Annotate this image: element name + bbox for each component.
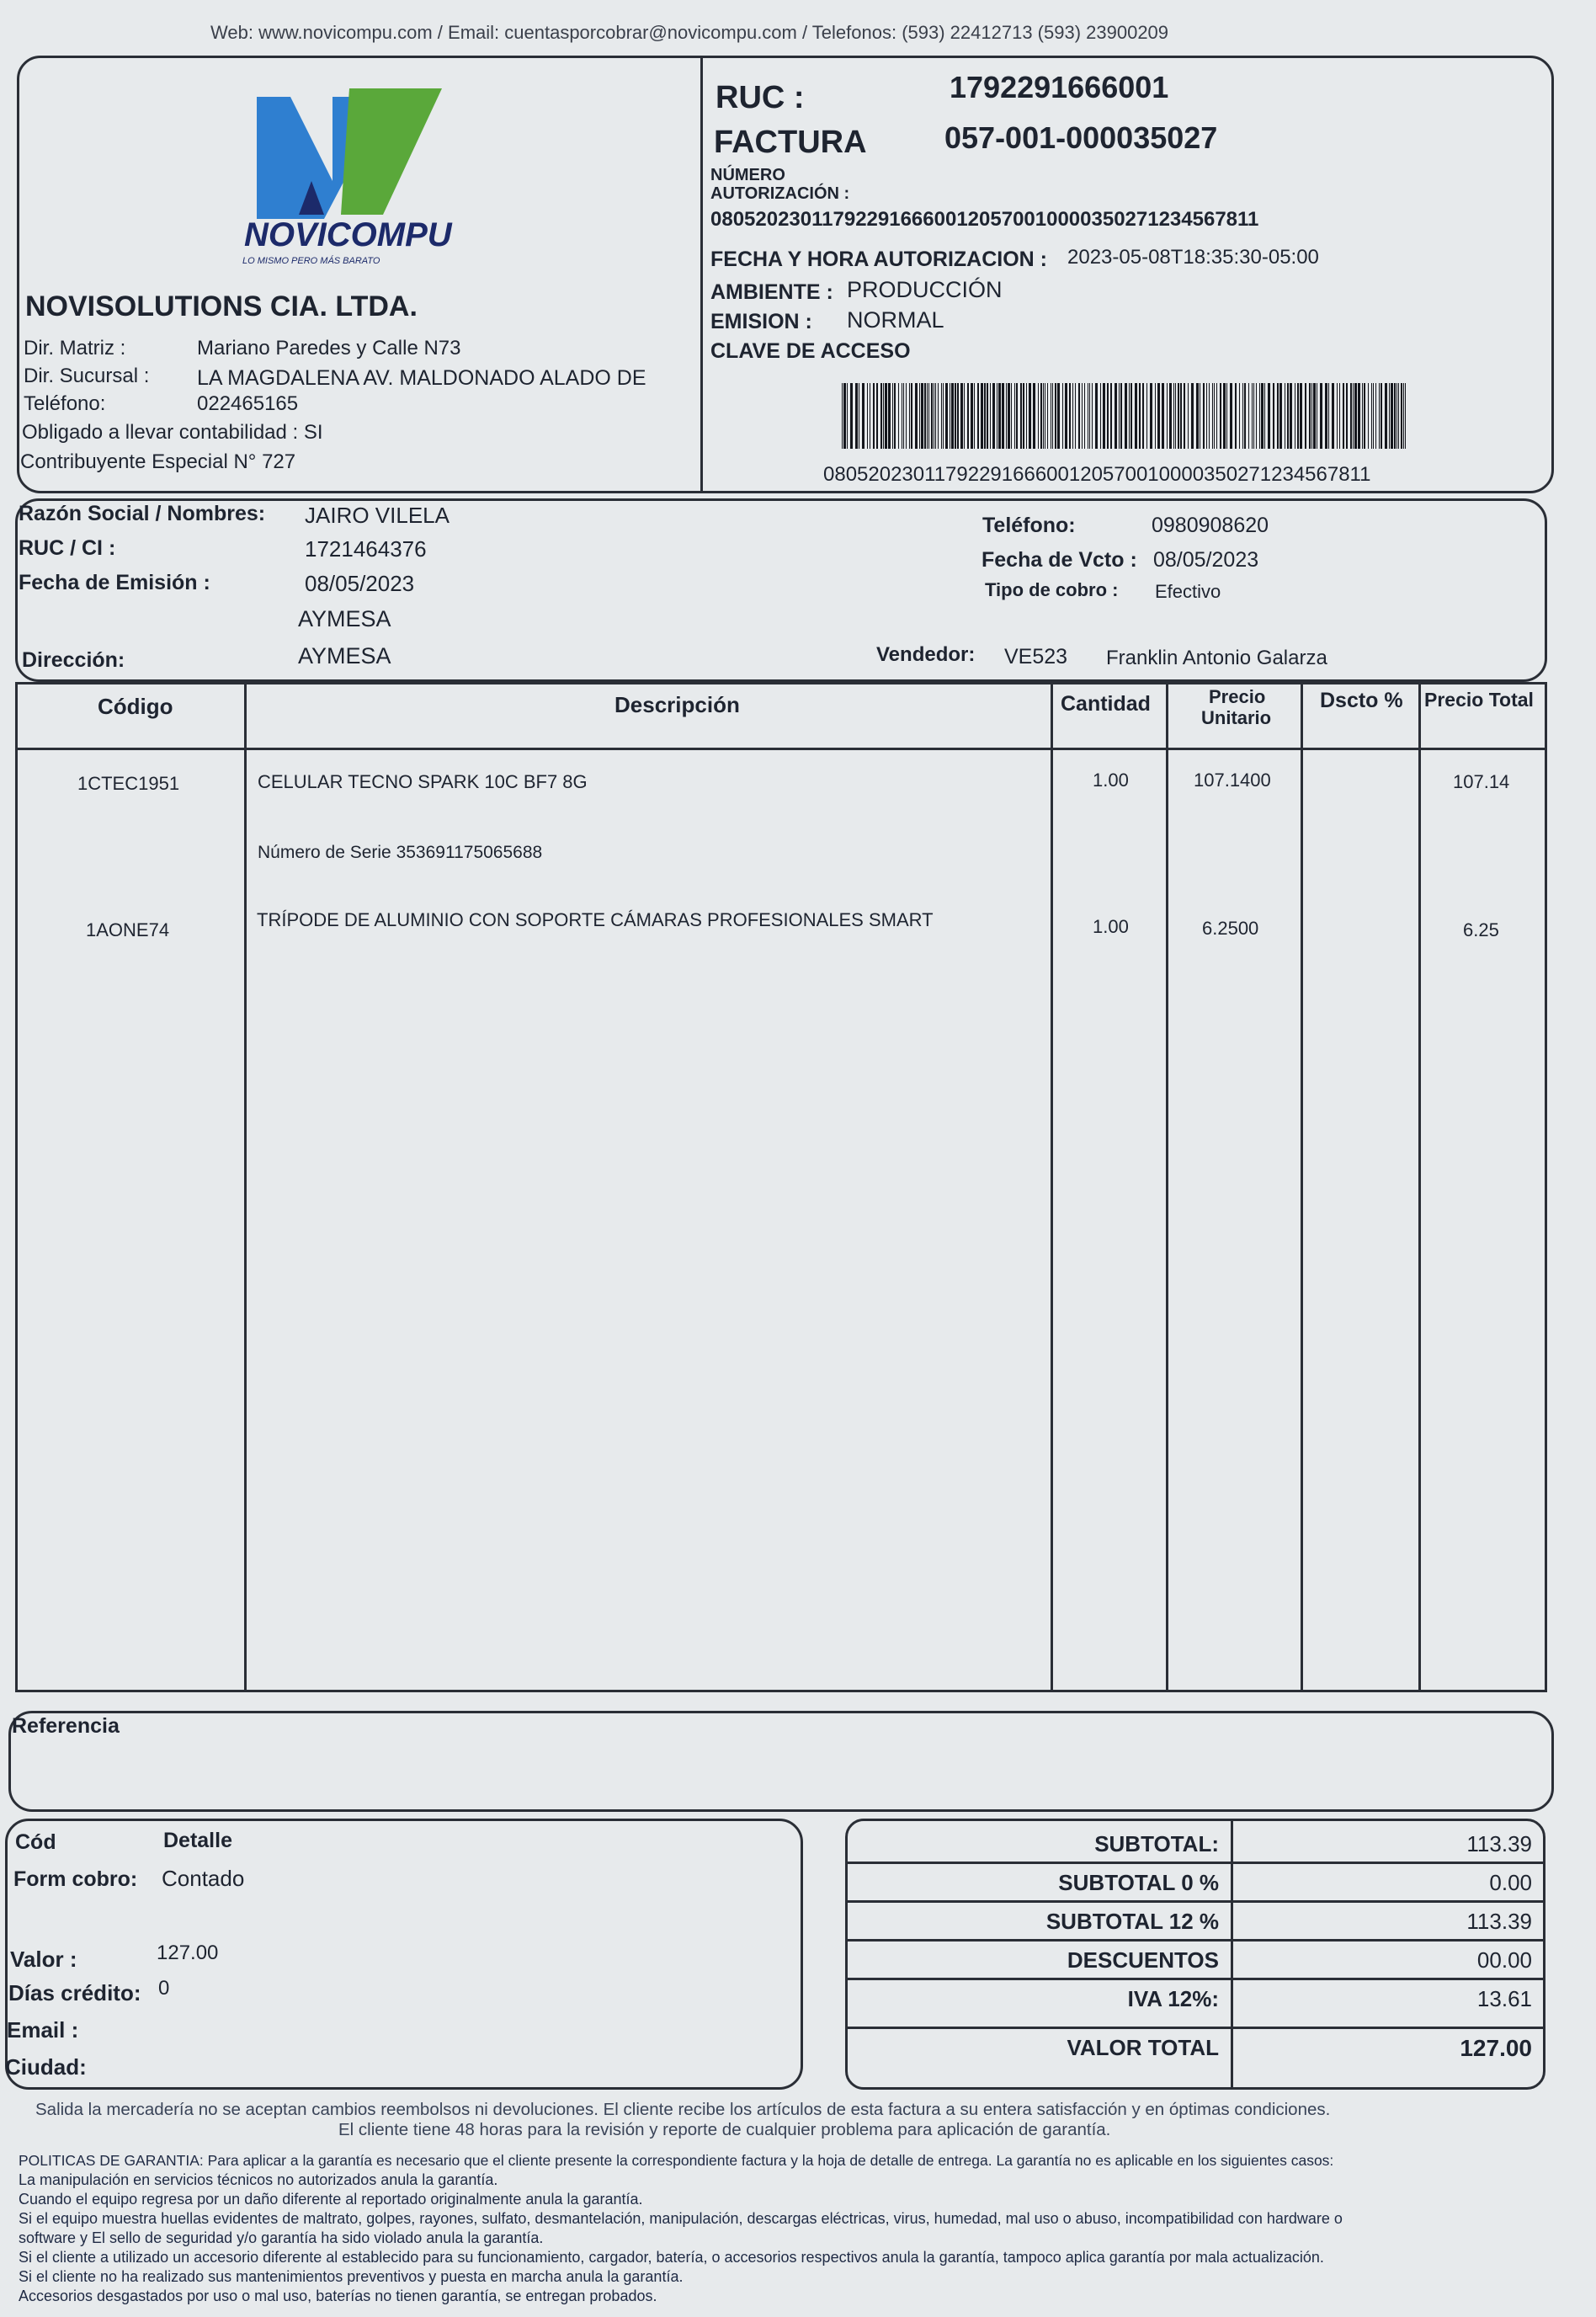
- referencia-box: [8, 1711, 1554, 1812]
- vendedor-name: Franklin Antonio Galarza: [1106, 647, 1327, 669]
- client-ruc: 1721464376: [305, 536, 427, 562]
- form-cobro-label: Form cobro:: [13, 1867, 138, 1891]
- totals-label: SUBTOTAL 12 %: [1045, 1909, 1219, 1934]
- totals-row-line: [847, 1900, 1544, 1903]
- web-header: Web: www.novicompu.com / Email: cuentasporcobrar@novicompu.com / Telefonos: (593) 22412713 (593) 23900209: [210, 22, 1169, 43]
- clave-number: 0805202301179229166600120570010000350271234567811: [823, 463, 1371, 486]
- row1-total: 107.14: [1453, 771, 1510, 792]
- razon-label: Razón Social / Nombres:: [19, 502, 266, 525]
- totals-value: 113.39: [1466, 1909, 1532, 1934]
- access-key-barcode: [842, 383, 1407, 449]
- client-phone-label: Teléfono:: [982, 514, 1076, 537]
- totals-row-line: [847, 1939, 1544, 1941]
- vcto-label: Fecha de Vcto :: [982, 548, 1137, 572]
- row1-cantidad: 1.00: [1093, 770, 1129, 791]
- cod-label: Cód: [15, 1830, 56, 1854]
- autorizacion-label: AUTORIZACIÓN :: [710, 184, 850, 203]
- direccion-value: AYMESA: [298, 643, 391, 668]
- payment-box: [5, 1819, 803, 2090]
- col-line-3: [1166, 684, 1168, 1691]
- th-dscto: Dscto %: [1320, 689, 1403, 712]
- col-line-1: [244, 684, 247, 1691]
- razon-value: JAIRO VILELA: [305, 503, 450, 528]
- emision-fecha: 08/05/2023: [305, 571, 415, 596]
- valor-label: Valor :: [10, 1947, 77, 1972]
- ciudad-label: Ciudad:: [5, 2054, 87, 2080]
- vendedor-code: VE523: [1004, 645, 1068, 668]
- sucursal-label: Dir. Sucursal :: [24, 365, 150, 387]
- emision-label: EMISION :: [710, 310, 812, 333]
- totals-divider: [1231, 1820, 1233, 2088]
- company-logo: [240, 88, 450, 269]
- contabilidad: Obligado a llevar contabilidad : SI: [22, 421, 323, 444]
- ruc-label: RUC :: [716, 80, 805, 115]
- totals-row-line: [847, 1978, 1544, 1980]
- policy-line: software y El sello de seguridad y/o garantía ha sido violado anula la garantía.: [19, 2229, 544, 2246]
- row3-cantidad: 1.00: [1093, 916, 1129, 937]
- th-precio: Precio: [1209, 686, 1266, 707]
- row1-precio: 107.1400: [1194, 770, 1271, 791]
- detalle-label: Detalle: [163, 1829, 232, 1852]
- sucursal-value: LA MAGDALENA AV. MALDONADO ALADO DE: [197, 366, 646, 390]
- factura-number: 057-001-000035027: [944, 120, 1218, 155]
- th-descripcion: Descripción: [614, 692, 740, 717]
- col-line-5: [1418, 684, 1421, 1691]
- referencia-label: Referencia: [12, 1714, 120, 1738]
- totals-value: 0.00: [1489, 1870, 1532, 1895]
- fecha-autorizacion-label: FECHA Y HORA AUTORIZACION :: [710, 248, 1048, 271]
- matriz-label: Dir. Matriz :: [24, 337, 126, 360]
- footer-line2: El cliente tiene 48 horas para la revisión y reporte de cualquier problema para aplicación de garantía.: [338, 2120, 1111, 2139]
- policy-line: La manipulación en servicios técnicos no autorizados anula la garantía.: [19, 2171, 498, 2188]
- company-divider: [700, 57, 703, 492]
- logo-tagline: LO MISMO PERO MÁS BARATO: [242, 256, 380, 266]
- matriz-value: Mariano Paredes y Calle N73: [197, 337, 461, 360]
- totals-label: SUBTOTAL:: [1094, 1831, 1219, 1856]
- clave-label: CLAVE DE ACCESO: [710, 339, 911, 363]
- totals-value: 113.39: [1466, 1831, 1532, 1856]
- cobro-value: Efectivo: [1155, 581, 1221, 602]
- col-line-2: [1051, 684, 1053, 1691]
- contribuyente: Contribuyente Especial N° 727: [20, 450, 296, 473]
- row3-descripcion: TRÍPODE DE ALUMINIO CON SOPORTE CÁMARAS PROFESIONALES SMART: [257, 909, 934, 930]
- vcto-value: 08/05/2023: [1153, 548, 1259, 572]
- policy-line: Cuando el equipo regresa por un daño diferente al reportado originalmente anula la garantía.: [19, 2191, 643, 2208]
- emision-fecha-label: Fecha de Emisión :: [19, 571, 210, 594]
- logo-brand: NOVICOMPU: [244, 216, 452, 253]
- row1-codigo: 1CTEC1951: [77, 773, 180, 794]
- row3-total: 6.25: [1463, 919, 1499, 940]
- totals-row-line: [847, 1862, 1544, 1864]
- row2-descripcion: Número de Serie 353691175065688: [258, 843, 543, 862]
- client-ciudad: AYMESA: [298, 606, 391, 631]
- company-name: NOVISOLUTIONS CIA. LTDA.: [25, 290, 418, 322]
- totals-value: 127.00: [1460, 2035, 1532, 2061]
- th-codigo: Código: [98, 694, 173, 719]
- totals-row-line: [847, 2027, 1544, 2029]
- totals-value: 00.00: [1476, 1947, 1532, 1973]
- policy-line: Accesorios desgastados por uso o mal uso, baterías no tienen garantía, se entregan probados.: [19, 2288, 657, 2304]
- ambiente-value: PRODUCCIÓN: [847, 277, 1003, 302]
- client-phone: 0980908620: [1152, 514, 1269, 537]
- th-unitario: Unitario: [1201, 707, 1272, 728]
- totals-value: 13.61: [1476, 1986, 1532, 2011]
- policy-line: POLITICAS DE GARANTIA: Para aplicar a la garantía es necesario que el cliente presente la correspondiente factura y la hoja de detalle de entrega. La garantía no es aplicable en los siguientes casos:: [19, 2152, 1334, 2169]
- valor-value: 127.00: [157, 1941, 219, 1964]
- cobro-label: Tipo de cobro :: [985, 579, 1119, 600]
- policy-line: Si el cliente no ha realizado sus mantenimientos preventivos y puesta en marcha anula la garantía.: [19, 2268, 684, 2285]
- dias-value: 0: [158, 1977, 170, 2000]
- dias-label: Días crédito:: [8, 1980, 141, 2005]
- th-cantidad: Cantidad: [1061, 692, 1151, 716]
- client-ruc-label: RUC / CI :: [19, 536, 116, 560]
- row3-precio: 6.2500: [1202, 918, 1259, 939]
- autorizacion-number: 0805202301179229166600120570010000350271234567811: [710, 208, 1259, 231]
- row3-codigo: 1AONE74: [86, 919, 170, 940]
- totals-label: IVA 12%:: [1127, 1986, 1219, 2011]
- totals-label: DESCUENTOS: [1067, 1947, 1219, 1973]
- email-label: Email :: [7, 2017, 79, 2043]
- row1-descripcion: CELULAR TECNO SPARK 10C BF7 8G: [258, 771, 588, 792]
- company-phone: 022465165: [197, 392, 299, 415]
- vendedor-label: Vendedor:: [876, 643, 976, 666]
- ruc-value: 1792291666001: [950, 70, 1169, 104]
- factura-label: FACTURA: [714, 125, 867, 160]
- policy-line: Si el equipo muestra huellas evidentes de maltrato, golpes, rayones, sulfato, desmantelación, manipulación, descargas eléctricas, virus, humedad, mal uso o abuso, incompatibilidad con hardware o: [19, 2210, 1343, 2227]
- emision-value: NORMAL: [847, 307, 944, 333]
- direccion-label: Dirección:: [22, 648, 125, 672]
- form-cobro-value: Contado: [162, 1866, 245, 1891]
- ambiente-label: AMBIENTE :: [710, 280, 833, 304]
- footer-line1: Salida la mercadería no se aceptan cambios reembolsos ni devoluciones. El cliente recibe los artículos de esta factura a su entera satisfacción y en óptimas condiciones.: [35, 2100, 1331, 2119]
- company-phone-label: Teléfono:: [24, 392, 106, 415]
- fecha-autorizacion: 2023-05-08T18:35:30-05:00: [1067, 246, 1319, 269]
- policy-line: Si el cliente a utilizado un accesorio diferente al establecido para su funcionamiento, cargador, batería, o accesorios respectivos anula la garantía, tampoco aplica garantía por mala actualización.: [19, 2249, 1324, 2266]
- th-total: Precio Total: [1424, 689, 1534, 711]
- totals-label: VALOR TOTAL: [1067, 2035, 1219, 2060]
- col-line-4: [1301, 684, 1303, 1691]
- totals-label: SUBTOTAL 0 %: [1058, 1870, 1219, 1895]
- numero-label: NÚMERO: [710, 166, 785, 184]
